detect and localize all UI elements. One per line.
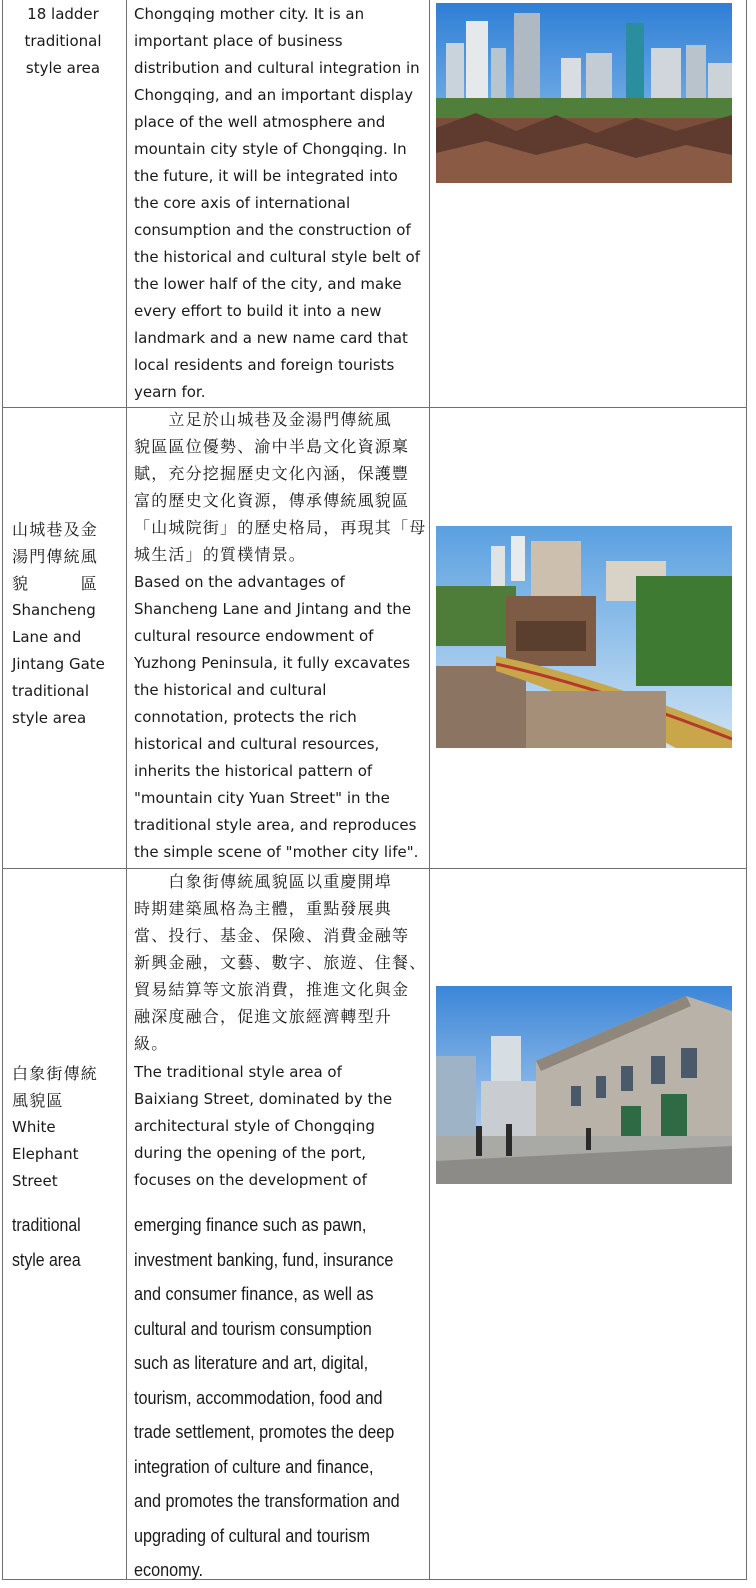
table-border-right [746, 0, 747, 1580]
area-description-baixiang-en-continued: emerging finance such as pawn, investment banking, fund, insurance and consumer finance, as well as cultural and tourism consumption such as literature and art, digital, tourism, accommodation, food and trade settlement, promotes the deep integration of culture and finance, and promotes the transformation and upgrading of cultural and tourism economy. [134, 1215, 400, 1580]
historic-building-photo [436, 986, 732, 1184]
area-name-18-ladder: 18 ladder traditional style area [24, 5, 102, 77]
area-description-18-ladder: Chongqing mother city. It is an important place of business distribution and cultural integration in Chongqing, and an important display place of the well atmosphere and mountain city style of Chongqing. In the future, it will be integrated into the core axis of international consumption and the construction of the historical and cultural style belt of the lower half of the city, and make every effort to build it into a new landmark and a new name card that local residents and foreign tourists yearn for. [134, 5, 420, 401]
area-description-baixiang-en: The traditional style area of Baixiang Street, dominated by the architectural style of Chongqing during the opening of the port, focuses on the development of [134, 1063, 393, 1189]
area-name-shancheng-en: Shancheng Lane and Jintang Gate traditional style area [12, 601, 105, 727]
area-name-baixiang-en-continued: traditional style area [12, 1215, 81, 1270]
area-name-baixiang-en: White Elephant Street [12, 1118, 79, 1190]
table-divider-1 [126, 0, 127, 1580]
area-name-baixiang-cn: 白象街傳統 風貌區 [12, 1064, 99, 1110]
area-description-shancheng-cn: 立足於山城巷及金湯門傳統風 貌區區位優勢、渝中半島文化資源稟 賦，充分挖掘歷史文化內涵，保護豐 富的歷史文化資源，傳承傳統風貌區 「山城院街」的歷史格局，再現其「母 城生活」的質樸情景。 [134, 410, 427, 564]
cliffside-walkway-photo [436, 526, 732, 748]
area-description-shancheng-en: Based on the advantages of Shancheng Lane and Jintang and the cultural resource endowment of Yuzhong Peninsula, it fully excavates the historical and cultural connotation, protects the rich historical and cultural resources, inherits the historical pattern of "mountain city Yuan Street" in the traditional style area, and reproduces the simple scene of "mother city life". [134, 573, 419, 861]
skyline-photo [436, 3, 732, 183]
table-border-left [2, 0, 3, 1580]
area-description-baixiang-cn: 白象街傳統風貌區以重慶開埠 時期建築風格為主體，重點發展典 當、投行、基金、保險、消費金融等 新興金融，文藝、數字、旅遊、住餐、 貿易結算等文旅消費，推進文化與金 融深度融合，促進文旅經濟轉型升 級。 [134, 872, 427, 1053]
table-divider-2 [429, 0, 430, 1580]
area-name-shancheng-cn: 山城巷及金 湯門傳統風 貌 區 [12, 520, 99, 593]
